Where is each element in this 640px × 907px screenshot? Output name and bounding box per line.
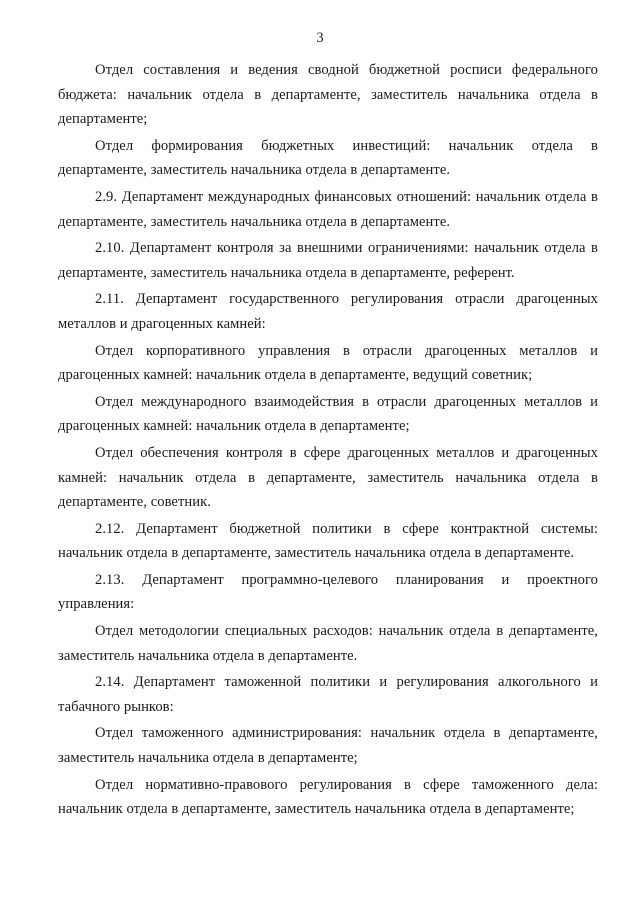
paragraph-customs-administration-division: Отдел таможенного администрирования: начальник отдела в департаменте, заместитель начальника отдела в департаменте; (58, 725, 598, 767)
paragraph-2-12: 2.12. Департамент бюджетной политики в сфере контрактной системы: начальник отдела в департаменте, заместитель начальника отдела в департаменте. (58, 520, 598, 562)
paragraph-control-division: Отдел обеспечения контроля в сфере драгоценных металлов и драгоценных камней: начальник отдела в департаменте, заместитель начальника отдела в департаменте, советник. (58, 444, 598, 511)
paragraph-budget-schedule-division: Отдел составления и ведения сводной бюджетной росписи федерального бюджета: начальник отдела в департаменте, заместитель начальника отдела в департаменте; (58, 62, 598, 128)
paragraph-2-11: 2.11. Департамент государственного регулирования отрасли драгоценных металлов и драгоценных камней: (58, 291, 598, 332)
paragraph-2-14: 2.14. Департамент таможенной политики и регулирования алкогольного и табачного рынков: (58, 674, 598, 715)
paragraph-2-10: 2.10. Департамент контроля за внешними ограничениями: начальник отдела в департаменте, заместитель начальника отдела в департаменте, референт. (58, 240, 598, 281)
paragraph-budget-investments-division: Отдел формирования бюджетных инвестиций: начальник отдела в департаменте, заместитель начальника отдела в департаменте. (58, 137, 598, 179)
document-body (58, 58, 598, 824)
page-number: 3 (316, 30, 324, 46)
paragraph-2-13: 2.13. Департамент программно-целевого планирования и проектного управления: (58, 571, 598, 613)
paragraph-international-cooperation-division: Отдел международного взаимодействия в отрасли драгоценных металлов и драгоценных камней: начальник отдела в департаменте; (58, 393, 598, 435)
paragraph-corporate-governance-division: Отдел корпоративного управления в отрасли драгоценных металлов и драгоценных камней: начальник отдела в департаменте, ведущий советник; (58, 342, 598, 384)
paragraph-customs-regulation-division: Отдел нормативно-правового регулирования в сфере таможенного дела: начальник отдела в департаменте, заместитель начальника отдела в департаменте; (58, 776, 598, 818)
paragraph-special-expenses-division: Отдел методологии специальных расходов: начальник отдела в департаменте, заместитель начальника отдела в департаменте. (58, 623, 598, 664)
paragraph-2-9: 2.9. Департамент международных финансовых отношений: начальник отдела в департаменте, заместитель начальника отдела в департаменте. (58, 188, 598, 230)
